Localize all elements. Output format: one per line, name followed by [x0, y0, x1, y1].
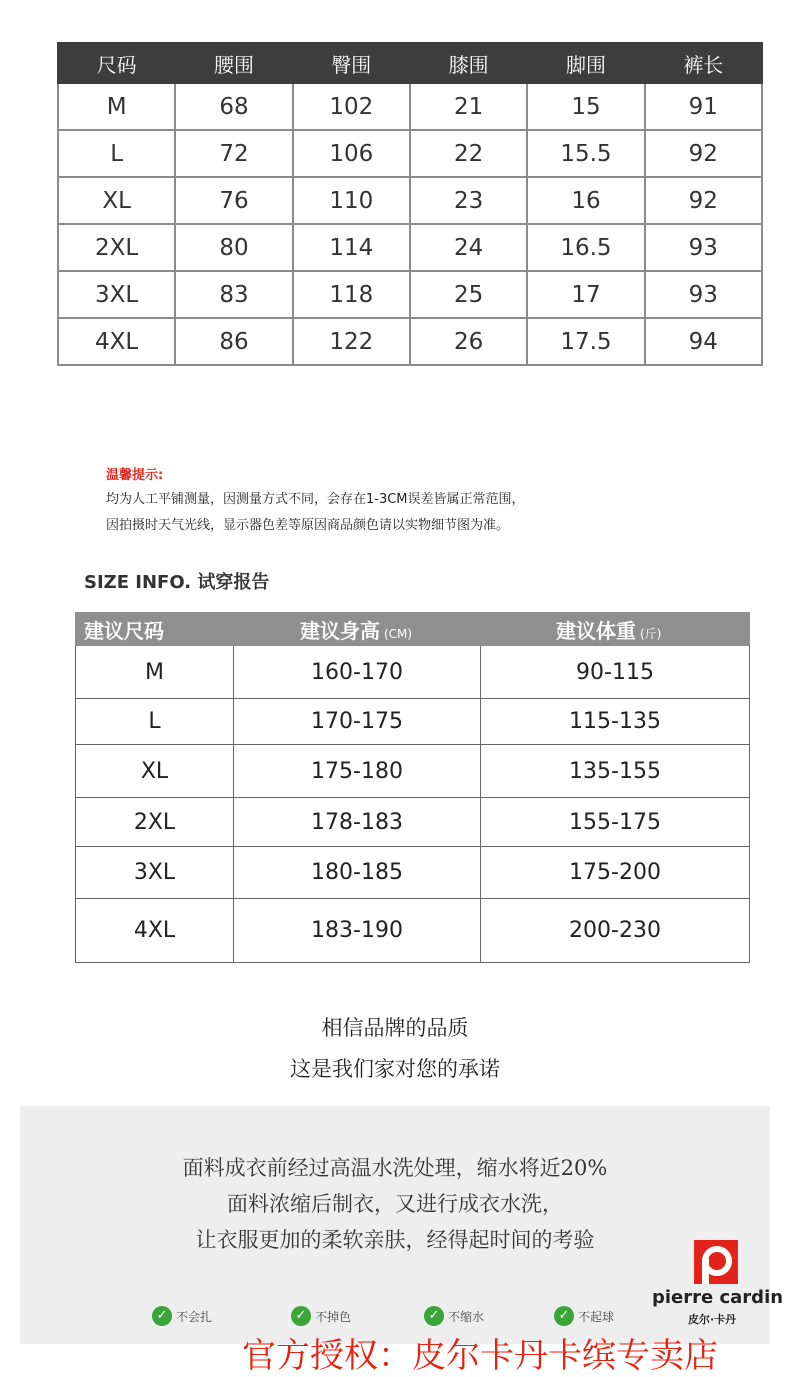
feature-label: 不起球	[578, 1309, 615, 1324]
check-circle-icon: ✓	[424, 1306, 444, 1326]
table-cell: 175-200	[481, 847, 750, 899]
table-cell: 23	[410, 177, 527, 224]
table-cell: 17	[527, 271, 644, 318]
table-cell: XL	[58, 177, 175, 224]
header-recommended-height	[234, 613, 481, 646]
check-circle-icon: ✓	[291, 1306, 311, 1326]
header-label: 建议尺码	[84, 618, 164, 643]
table-cell: 15.5	[527, 130, 644, 177]
table-row	[58, 271, 762, 318]
size-chart-table	[57, 42, 763, 366]
table-cell: L	[76, 699, 234, 745]
table-cell: 25	[410, 271, 527, 318]
fit-report-header-row	[76, 613, 750, 646]
table-cell: 200-230	[481, 899, 750, 963]
check-circle-icon: ✓	[554, 1306, 574, 1326]
table-cell: 92	[645, 177, 762, 224]
authorized-store-label: 官方授权：皮尔卡丹卡缤专卖店	[242, 1336, 718, 1376]
table-cell: 26	[410, 318, 527, 365]
table-cell: 115-135	[481, 699, 750, 745]
header-knee: 膝围	[410, 43, 527, 83]
size-chart-header-row	[58, 43, 762, 83]
table-cell: 94	[645, 318, 762, 365]
table-row	[76, 646, 750, 699]
feature-no-shrink	[424, 1306, 484, 1326]
feature-label: 不会扎	[176, 1309, 213, 1324]
feature-no-fade	[291, 1306, 351, 1326]
table-row	[58, 318, 762, 365]
table-row	[58, 83, 762, 130]
table-cell: 90-115	[481, 646, 750, 699]
fabric-info-line: 面料浓缩后制衣，又进行成衣水洗，	[227, 1192, 563, 1216]
table-row	[76, 798, 750, 847]
table-cell: 180-185	[234, 847, 481, 899]
table-row	[76, 899, 750, 963]
feature-no-pilling	[554, 1306, 614, 1326]
table-cell: 93	[645, 271, 762, 318]
table-cell: 92	[645, 130, 762, 177]
tip-line: 因拍摄时天气光线，显示器色差等原因商品颜色请以实物细节图为准。	[106, 518, 510, 533]
table-cell: 183-190	[234, 899, 481, 963]
fit-report-table	[75, 612, 750, 963]
header-unit: (斤)	[640, 626, 662, 641]
table-row	[76, 745, 750, 798]
table-cell: 122	[293, 318, 410, 365]
table-cell: XL	[76, 745, 234, 798]
table-cell: M	[76, 646, 234, 699]
size-info-title: SIZE INFO. 试穿报告	[84, 572, 270, 593]
table-cell: 72	[175, 130, 292, 177]
table-cell: 2XL	[58, 224, 175, 271]
table-cell: 135-155	[481, 745, 750, 798]
table-row	[58, 224, 762, 271]
header-label: 建议身高	[300, 618, 380, 643]
table-cell: 110	[293, 177, 410, 224]
table-row	[58, 177, 762, 224]
feature-no-itch	[152, 1306, 212, 1326]
table-cell: 2XL	[76, 798, 234, 847]
table-cell: 17.5	[527, 318, 644, 365]
fabric-info-line: 面料成衣前经过高温水洗处理，缩水将近20%	[182, 1156, 608, 1180]
header-hip: 臀围	[293, 43, 410, 83]
table-cell: 175-180	[234, 745, 481, 798]
table-cell: 3XL	[58, 271, 175, 318]
table-cell: 178-183	[234, 798, 481, 847]
header-waist: 腰围	[175, 43, 292, 83]
table-cell: 4XL	[76, 899, 234, 963]
table-cell: 80	[175, 224, 292, 271]
table-cell: 15	[527, 83, 644, 130]
table-cell: 68	[175, 83, 292, 130]
table-cell: 114	[293, 224, 410, 271]
header-length: 裤长	[645, 43, 762, 83]
fabric-info-line: 让衣服更加的柔软亲肤，经得起时间的考验	[195, 1228, 595, 1252]
tips-title: 温馨提示:	[106, 468, 164, 483]
table-cell: 160-170	[234, 646, 481, 699]
table-cell: 102	[293, 83, 410, 130]
table-cell: 155-175	[481, 798, 750, 847]
table-row	[76, 847, 750, 899]
table-cell: 3XL	[76, 847, 234, 899]
feature-label: 不缩水	[448, 1309, 485, 1324]
table-cell: 170-175	[234, 699, 481, 745]
table-cell: 93	[645, 224, 762, 271]
table-row	[58, 130, 762, 177]
header-label: 建议体重	[556, 618, 636, 643]
brand-name-en: pierre cardin	[652, 1287, 784, 1308]
pierre-cardin-logo-icon	[694, 1240, 738, 1284]
tip-line: 均为人工平铺测量，因测量方式不同，会存在1-3CM误差皆属正常范围，	[106, 492, 525, 507]
feature-label: 不掉色	[315, 1309, 352, 1324]
table-cell: 106	[293, 130, 410, 177]
header-hem: 脚围	[527, 43, 644, 83]
table-cell: 16	[527, 177, 644, 224]
table-cell: M	[58, 83, 175, 130]
header-recommended-weight	[481, 613, 750, 646]
table-cell: 83	[175, 271, 292, 318]
header-unit: (CM)	[384, 626, 413, 641]
table-cell: 22	[410, 130, 527, 177]
table-cell: 76	[175, 177, 292, 224]
table-cell: L	[58, 130, 175, 177]
check-circle-icon: ✓	[152, 1306, 172, 1326]
table-cell: 91	[645, 83, 762, 130]
table-cell: 86	[175, 318, 292, 365]
table-cell: 4XL	[58, 318, 175, 365]
slogan-line: 相信品牌的品质	[321, 1016, 469, 1040]
table-cell: 21	[410, 83, 527, 130]
table-row	[76, 699, 750, 745]
header-recommended-size	[76, 613, 234, 646]
table-cell: 24	[410, 224, 527, 271]
table-cell: 16.5	[527, 224, 644, 271]
header-size: 尺码	[58, 43, 175, 83]
brand-name-cn: 皮尔·卡丹	[688, 1313, 737, 1326]
slogan-line: 这是我们家对您的承诺	[290, 1057, 500, 1081]
table-cell: 118	[293, 271, 410, 318]
